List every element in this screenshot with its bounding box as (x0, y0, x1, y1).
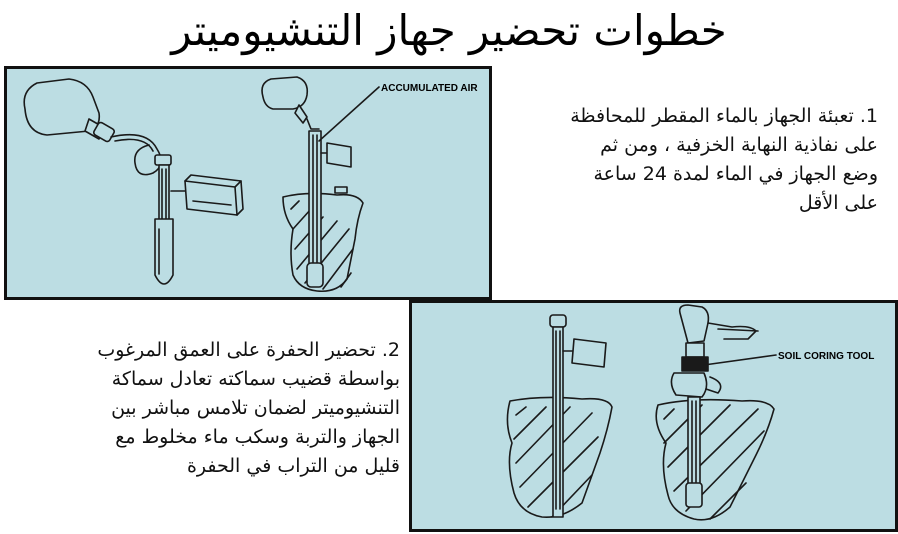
step-2-line: التنشيوميتر لضمان تلامس مباشر بين (111, 397, 400, 419)
step-2-line: 2. تحضير الحفرة على العمق المرغوب (97, 339, 400, 361)
step-1-line: على الأقل (798, 192, 878, 214)
figure-panel-filling (4, 66, 492, 300)
step-1-line: وضع الجهاز في الماء لمدة 24 ساعة (593, 163, 878, 185)
page-title: خطوات تحضير جهاز التنشيوميتر (171, 6, 727, 55)
filling-illustration (7, 69, 489, 297)
soil-coring-tool-icon (656, 305, 776, 520)
tensiometer-in-soil-icon (262, 77, 379, 291)
vacuum-gauge-icon (171, 175, 243, 215)
tensiometer-installed-icon (507, 315, 612, 517)
step-2-line: قليل من التراب في الحفرة (186, 455, 400, 477)
step-1-text (500, 102, 878, 218)
step-2-text (12, 336, 400, 481)
squeeze-bottle-icon (24, 79, 115, 143)
figure-panel-hole (409, 300, 898, 532)
soil-coring-tool-label: SOIL CORING TOOL (778, 351, 875, 362)
step-2-line: بواسطة قضيب سماكته تعادل سماكة (111, 368, 400, 390)
step-2-line: الجهاز والتربة وسكب ماء مخلوط مع (115, 426, 400, 448)
hole-illustration (412, 303, 895, 529)
step-1-line: على نفاذية النهاية الخزفية ، ومن ثم (600, 134, 878, 156)
step-1-line: 1. تعبئة الجهاز بالماء المقطر للمحافظة (570, 105, 878, 127)
accumulated-air-label: ACCUMULATED AIR (381, 83, 478, 94)
tensiometer-tube-icon (155, 155, 173, 284)
